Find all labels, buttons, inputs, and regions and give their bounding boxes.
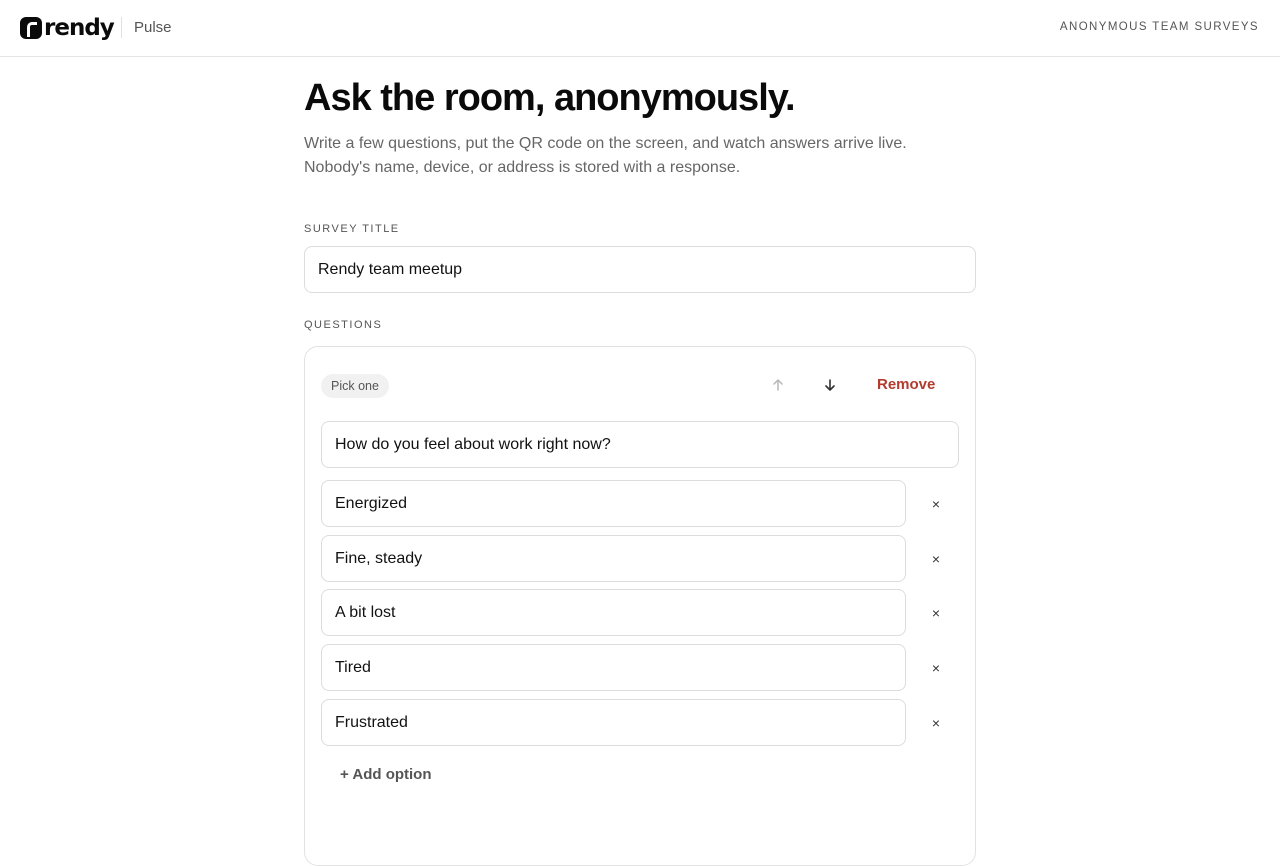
remove-option-button[interactable]: × [931, 551, 941, 567]
logo-mark-icon [20, 17, 42, 39]
add-option-button[interactable]: + Add option [340, 766, 432, 783]
arrow-up-icon [771, 378, 785, 392]
remove-option-button[interactable]: × [931, 605, 941, 621]
option-value: Frustrated [335, 713, 408, 731]
logo-wordmark: rendy [44, 15, 114, 41]
option-input[interactable] [321, 644, 906, 691]
move-down-button[interactable] [816, 371, 844, 399]
survey-title-value: Rendy team meetup [318, 260, 463, 278]
arrow-down-icon [823, 378, 837, 392]
option-input[interactable] [321, 480, 906, 527]
page-title: Ask the room, anonymously. [304, 77, 795, 119]
option-input[interactable] [321, 535, 906, 582]
survey-title-label: SURVEY TITLE [304, 223, 400, 235]
header-tagline: ANONYMOUS TEAM SURVEYS [1059, 21, 1259, 33]
option-value: A bit lost [335, 603, 396, 621]
option-value: Fine, steady [335, 549, 423, 567]
remove-option-button[interactable]: × [931, 715, 941, 731]
questions-label: QUESTIONS [304, 319, 383, 331]
move-up-button[interactable] [764, 371, 792, 399]
question-card [304, 346, 976, 866]
question-text-value: How do you feel about work right now? [335, 435, 611, 453]
remove-question-button[interactable]: Remove [877, 376, 936, 393]
option-input[interactable] [321, 699, 906, 746]
product-name: Pulse [134, 19, 172, 36]
remove-option-button[interactable]: × [931, 496, 941, 512]
option-input[interactable] [321, 589, 906, 636]
option-value: Energized [335, 494, 408, 512]
brand-divider [121, 17, 122, 38]
brand-logo[interactable] [20, 14, 114, 42]
page-description: Write a few questions, put the QR code on the screen, and watch answers arrive live. Nobody's name, device, or address is stored with a response. [304, 135, 907, 176]
remove-option-button[interactable]: × [931, 660, 941, 676]
question-type-badge: Pick one [321, 374, 389, 398]
question-text-input[interactable] [321, 421, 959, 468]
top-bar [0, 0, 1280, 57]
option-value: Tired [335, 658, 371, 676]
survey-title-input[interactable] [304, 246, 976, 293]
